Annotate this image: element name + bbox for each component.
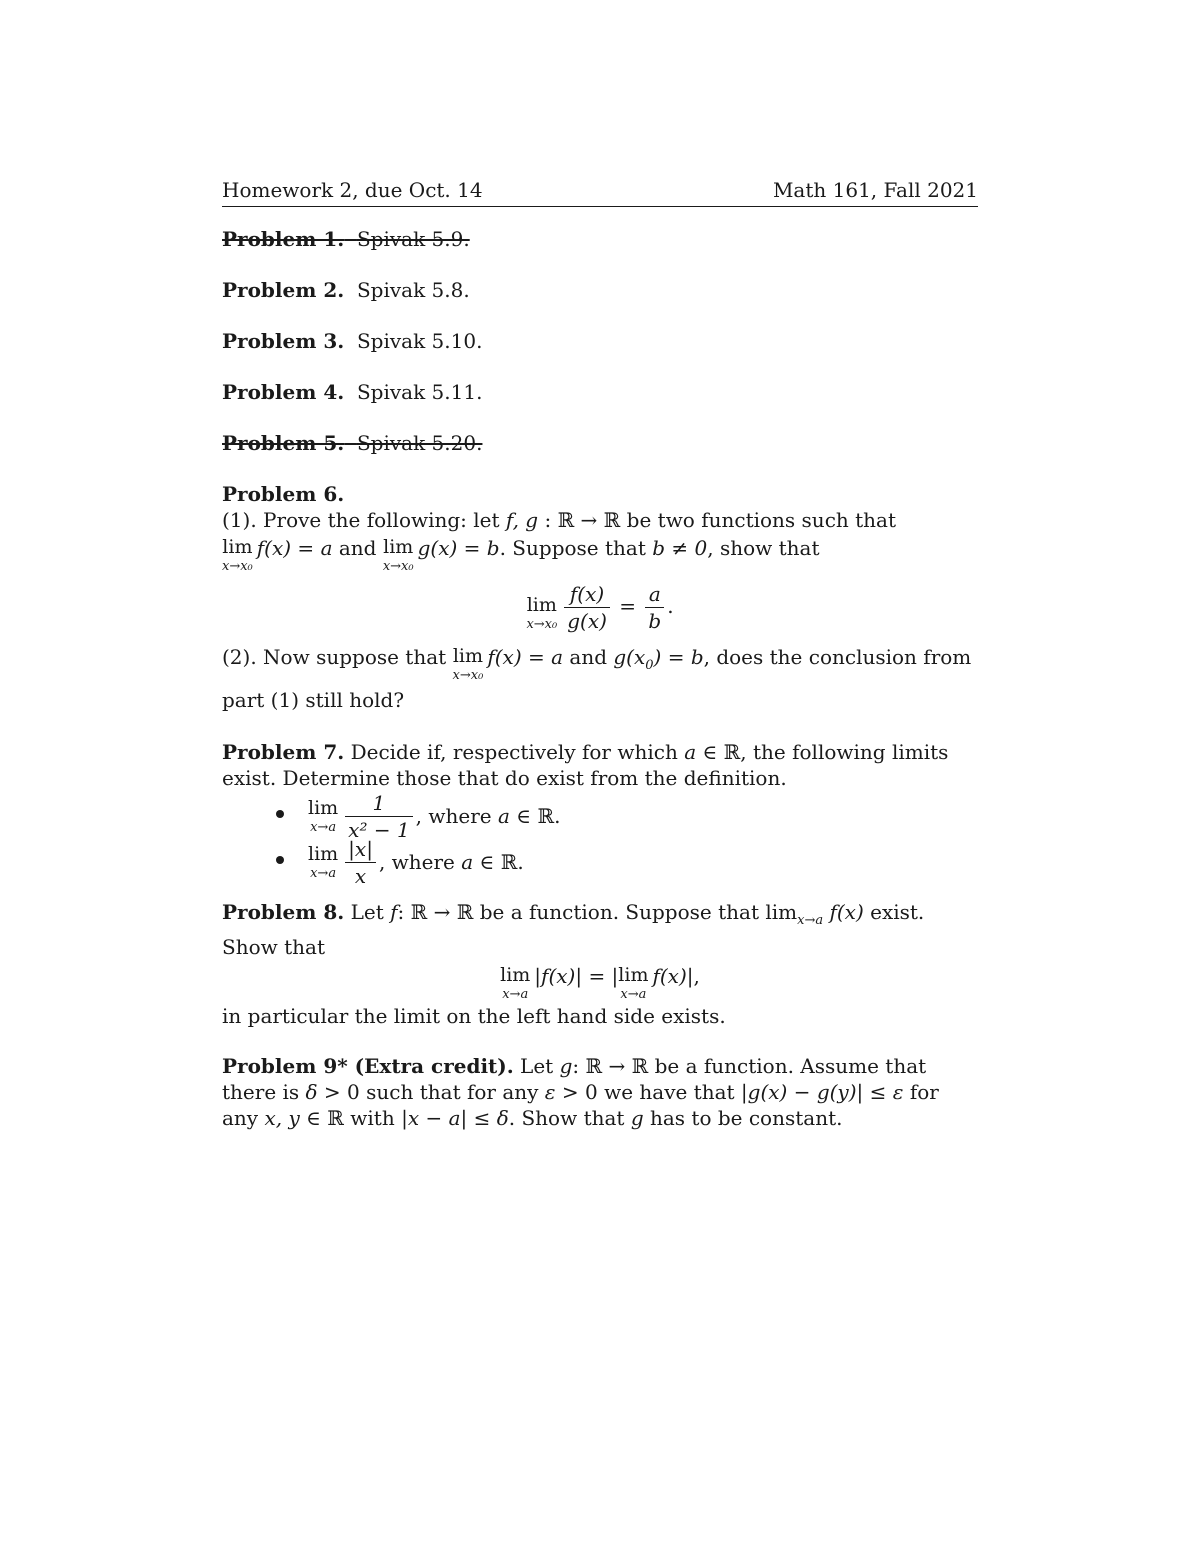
problem-6 bbox=[222, 481, 978, 717]
problem-8-display-formula: lim x→a |f(x)| = | lim x→a f(x)|, bbox=[500, 964, 700, 1002]
bullet-icon bbox=[276, 856, 284, 864]
problem-6-part1-line2: lim x→x₀ f(x) = a and lim x→x₀ g(x) = b. Suppose that b ≠ 0, show that bbox=[222, 536, 820, 574]
problem-7 bbox=[222, 739, 978, 888]
problem-8-conclusion: in particular the limit on the left hand side exists. bbox=[222, 1004, 726, 1028]
page-header bbox=[222, 178, 978, 207]
bullet-icon bbox=[276, 810, 284, 818]
problem-2: Problem 2. Spivak 5.8. bbox=[222, 278, 470, 302]
problem-9 bbox=[222, 1053, 978, 1131]
problem-7-text: Problem 7. Decide if, respectively for which a ∈ ℝ, the following limits exist. Determine those that do exist from the definition. bbox=[222, 740, 949, 790]
problem-6-part2: (2). Now suppose that lim x→x₀ f(x) = a and $g(x_0) = b$, does the conclusion from part (1) still hold? bbox=[222, 645, 972, 712]
header-left: Homework 2, due Oct. 14 bbox=[222, 178, 483, 202]
problem-6-display-formula: lim x→x₀ $\frac{f(x)}{g(x)}$ = $\frac{a}{b}$ . bbox=[526, 582, 674, 633]
problem-6-label: Problem 6. bbox=[222, 482, 345, 506]
problem-6-part1-line1: (1). Prove the following: let f, g : ℝ → ℝ be two functions such that bbox=[222, 508, 897, 532]
document-page bbox=[222, 178, 978, 1131]
problem-8-text: Problem 8. Let f: ℝ → ℝ be a function. Suppose that $\lim_{x\to a} f(x)$ exist. Show that bbox=[222, 900, 925, 959]
problem-3: Problem 3. Spivak 5.10. bbox=[222, 329, 483, 353]
problem-8 bbox=[222, 899, 978, 1029]
problem-4: Problem 4. Spivak 5.11. bbox=[222, 380, 483, 404]
problem-1: Problem 1. Spivak 5.9. bbox=[222, 227, 470, 251]
problem-9-text: Problem 9* (Extra credit). Let g: ℝ → ℝ be a function. Assume that there is δ > 0 such that for any ε > 0 we have that |g(x) − g(y)| ≤ ε for any x, y ∈ ℝ with |x − a| ≤ δ. Show that g has to be constant. bbox=[222, 1054, 939, 1130]
list-item: lim x→a $\frac{|x|}{x}$ , where a ∈ ℝ . bbox=[222, 839, 978, 885]
list-item: lim x→a $\frac{1}{\text{x² − 1}}$ , where a ∈ ℝ . bbox=[222, 793, 978, 839]
problem-5: Problem 5. Spivak 5.20. bbox=[222, 431, 483, 455]
problem-7-limit-list bbox=[222, 790, 978, 888]
header-right: Math 161, Fall 2021 bbox=[772, 178, 978, 202]
